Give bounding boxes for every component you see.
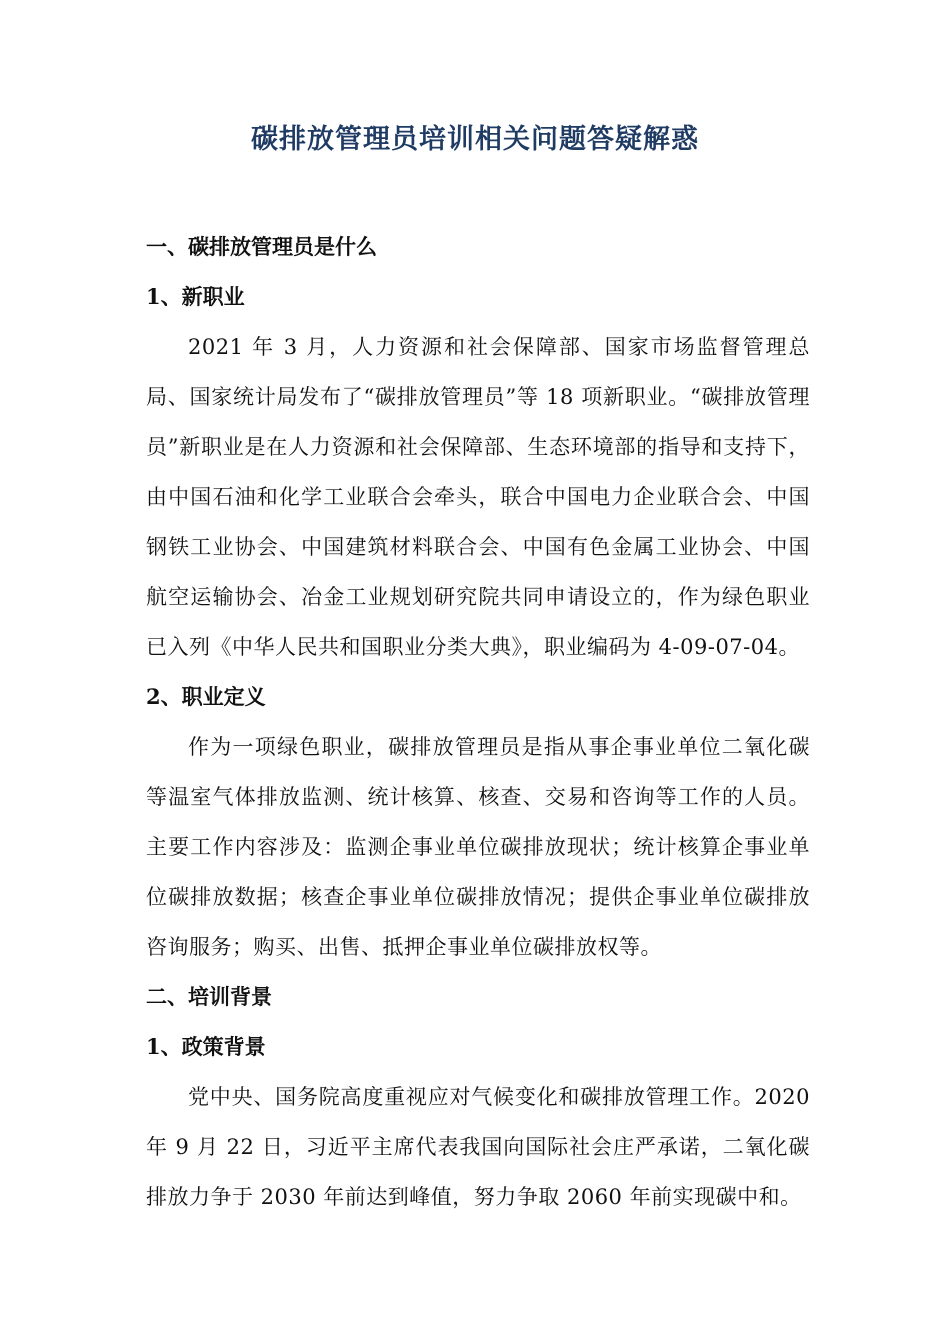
document-title: 碳排放管理员培训相关问题答疑解惑 xyxy=(251,124,699,155)
document-body xyxy=(146,222,810,1222)
subsection-heading: 1、政策背景 xyxy=(146,1034,266,1059)
section-heading: 一、碳排放管理员是什么 xyxy=(146,234,377,259)
subsection-heading: 2、职业定义 xyxy=(146,684,266,709)
paragraph: 党中央、国务院高度重视应对气候变化和碳排放管理工作。2020 年 9 月 22 日，习近平主席代表我国向国际社会庄严承诺，二氧化碳排放力争于 2030 年前达到峰值，努力争取 2060 年前实现碳中和。 xyxy=(146,1085,810,1209)
paragraph: 作为一项绿色职业，碳排放管理员是指从事企事业单位二氧化碳等温室气体排放监测、统计核算、核查、交易和咨询等工作的人员。主要工作内容涉及：监测企事业单位碳排放现状；统计核算企事业单位碳排放数据；核查企事业单位碳排放情况；提供企事业单位碳排放咨询服务；购买、出售、抵押企事业单位碳排放权等。 xyxy=(146,735,810,959)
paragraph: 2021 年 3 月，人力资源和社会保障部、国家市场监督管理总局、国家统计局发布了“碳排放管理员”等 18 项新职业。“碳排放管理员”新职业是在人力资源和社会保障部、生态环境部的指导和支持下，由中国石油和化学工业联合会牵头，联合中国电力企业联合会、中国钢铁工业协会、中国建筑材料联合会、中国有色金属工业协会、中国航空运输协会、冶金工业规划研究院共同申请设立的，作为绿色职业已入列《中华人民共和国职业分类大典》，职业编码为 4-09-07-04。 xyxy=(146,335,810,659)
section-heading: 二、培训背景 xyxy=(146,984,272,1009)
subsection-heading: 1、新职业 xyxy=(146,284,245,309)
